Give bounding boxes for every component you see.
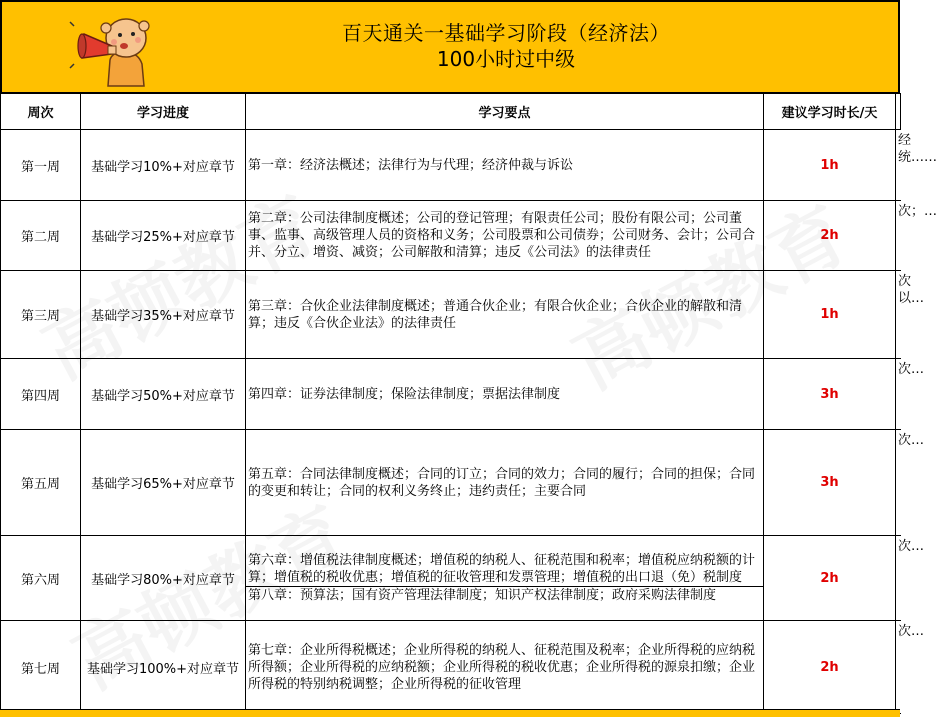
header-banner	[0, 0, 900, 94]
study-plan-table	[0, 93, 937, 714]
daily-hours-cell: 2h	[764, 201, 896, 271]
clipped-cell	[896, 621, 925, 714]
progress-cell: 基础学习80%+对应章节	[81, 536, 246, 621]
key-points-cell: 第三章：合伙企业法律制度概述；普通合伙企业；有限合伙企业；合伙企业的解散和清算；违反《合伙企业法》的法律责任	[246, 271, 764, 359]
progress-cell: 基础学习35%+对应章节	[81, 271, 246, 359]
column-header-week: 周次	[1, 94, 81, 130]
megaphone-mascot-icon	[72, 8, 156, 88]
table-header-row	[1, 94, 901, 130]
table-row	[1, 536, 901, 621]
clipped-cell	[896, 430, 925, 536]
clipped-text: 次…	[898, 433, 925, 448]
daily-hours-cell: 2h	[764, 536, 896, 621]
clipped-text: 经统……	[898, 133, 937, 165]
table-row	[1, 359, 901, 430]
table-row	[1, 271, 901, 359]
daily-hours-cell: 3h	[764, 430, 896, 536]
table-row	[1, 130, 901, 201]
key-points-split	[246, 552, 763, 604]
column-header-daily-hours: 建议学习时长/天	[764, 94, 896, 130]
clipped-cell	[896, 536, 925, 621]
key-points-part: 第六章：增值税法律制度概述；增值税的纳税人、征税范围和税率；增值税应纳税额的计算；增值税的税收优惠；增值税的征收管理和发票管理；增值税的出口退（免）税制度	[248, 553, 756, 585]
week-cell: 第七周	[1, 621, 81, 714]
week-cell: 第四周	[1, 359, 81, 430]
progress-cell: 基础学习10%+对应章节	[81, 130, 246, 201]
daily-hours-cell: 2h	[764, 621, 896, 714]
page-title	[246, 20, 766, 72]
footer-bar	[0, 709, 900, 717]
clipped-text: 次；…	[898, 204, 937, 219]
progress-cell: 基础学习50%+对应章节	[81, 359, 246, 430]
clipped-cell	[896, 201, 937, 271]
week-cell: 第二周	[1, 201, 81, 271]
clipped-cell	[896, 271, 925, 359]
table-row	[1, 430, 901, 536]
column-header-clipped	[896, 94, 901, 130]
clipped-text: 次以…	[898, 274, 925, 306]
clipped-cell	[896, 130, 937, 201]
title-sub: 100小时过中级	[436, 47, 576, 71]
key-points-cell: 第二章：公司法律制度概述；公司的登记管理；有限责任公司；股份有限公司；公司董事、监事、高级管理人员的资格和义务；公司股票和公司债券；公司财务、会计；公司合并、分立、增资、减资；公司解散和清算；违反《公司法》的法律责任	[246, 201, 764, 271]
daily-hours-cell: 1h	[764, 130, 896, 201]
progress-cell: 基础学习25%+对应章节	[81, 201, 246, 271]
week-cell: 第六周	[1, 536, 81, 621]
key-points-part: 第八章：预算法；国有资产管理法律制度；知识产权法律制度；政府采购法律制度	[246, 586, 763, 604]
table-row	[1, 201, 901, 271]
key-points-cell	[246, 536, 764, 621]
clipped-text: 次…	[898, 624, 925, 639]
progress-cell: 基础学习100%+对应章节	[81, 621, 246, 714]
column-header-key-points: 学习要点	[246, 94, 764, 130]
key-points-cell: 第七章：企业所得税概述；企业所得税的纳税人、征税范围及税率；企业所得税的应纳税所得额；企业所得税的应纳税额；企业所得税的税收优惠；企业所得税的源泉扣缴；企业所得税的特别纳税调整；企业所得税的征收管理	[246, 621, 764, 714]
week-cell: 第一周	[1, 130, 81, 201]
daily-hours-cell: 3h	[764, 359, 896, 430]
daily-hours-cell: 1h	[764, 271, 896, 359]
week-cell: 第三周	[1, 271, 81, 359]
week-cell: 第五周	[1, 430, 81, 536]
table-row	[1, 621, 901, 714]
title-main: 百天通关一基础学习阶段（经济法）	[342, 21, 670, 45]
clipped-text: 次…	[898, 362, 925, 377]
key-points-cell: 第一章：经济法概述；法律行为与代理；经济仲裁与诉讼	[246, 130, 764, 201]
clipped-cell	[896, 359, 925, 430]
key-points-cell: 第五章：合同法律制度概述；合同的订立；合同的效力；合同的履行；合同的担保；合同的变更和转让；合同的权利义务终止；违约责任；主要合同	[246, 430, 764, 536]
progress-cell: 基础学习65%+对应章节	[81, 430, 246, 536]
column-header-progress: 学习进度	[81, 94, 246, 130]
key-points-cell: 第四章：证券法律制度；保险法律制度；票据法律制度	[246, 359, 764, 430]
clipped-text: 次…	[898, 539, 925, 554]
